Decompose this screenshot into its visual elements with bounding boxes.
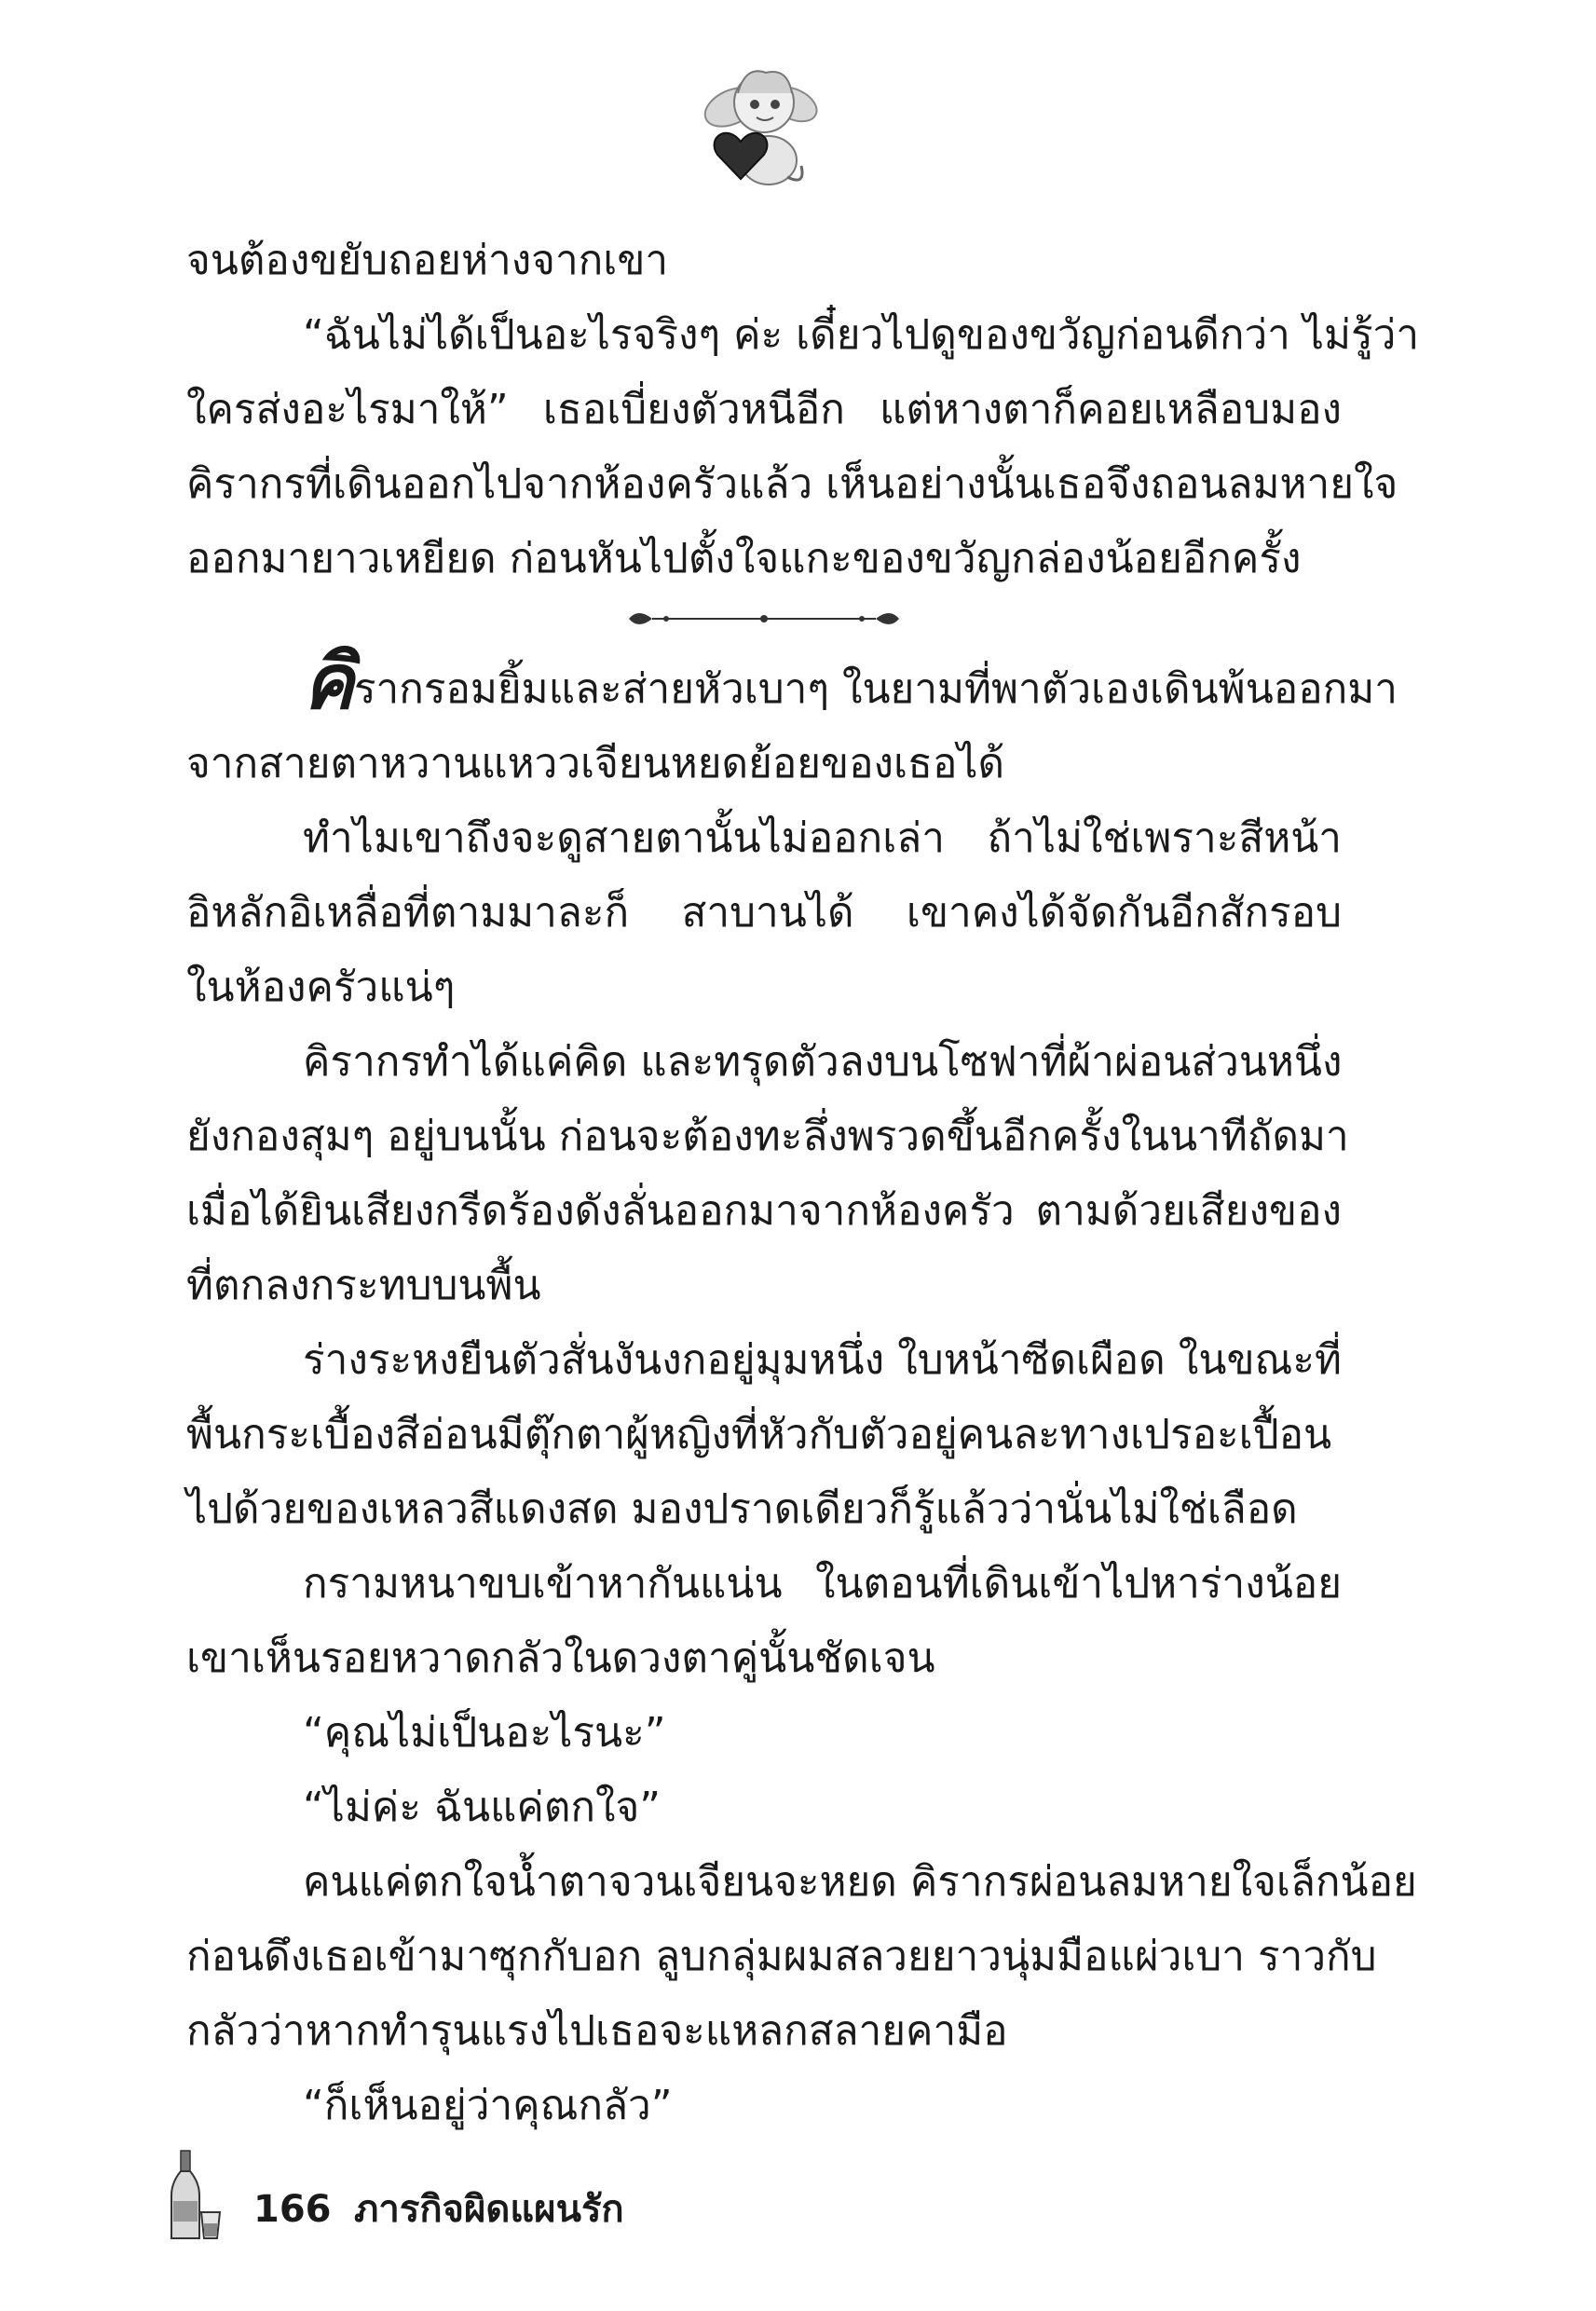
text-line: ที่ตกลงกระทบบนพื้น [186,1262,541,1309]
text-line: ออกมายาวเหยียด ก่อนหันไปตั้งใจแกะของขวัญกล่องน้อยอีกครั้ง [186,535,1302,582]
book-title: ภารกิจผิดแผนรัก [354,2188,624,2231]
page-number: 166 [253,2188,332,2231]
bottle-and-glass-icon [168,2149,224,2242]
page-footer [168,2149,727,2242]
text-line: ร่างระหงยืนตัวสั่นงันงกอยู่มุมหนึ่ง ใบหน้าซีดเผือด ในขณะที่ [303,1336,1342,1384]
cupid-holding-heart-icon [689,56,829,196]
text-line: “ก็เห็นอยู่ว่าคุณกลัว” [303,2082,673,2129]
dropcap-line [186,638,1398,727]
text-line: ก่อนดึงเธอเข้ามาซุกกับอก ลูบกลุ่มผมสลวยยาวนุ่มมือแผ่วเบา ราวกับ [186,1933,1377,1980]
text-line: จนต้องขยับถอยห่างจากเขา [186,237,669,284]
ornamental-divider-icon [615,600,913,637]
text-line: ทำไมเขาถึงจะดูสายตานั้นไม่ออกเล่า ถ้าไม่ใช่เพราะสีหน้า [303,814,1342,862]
text-line: ในห้องครัวแน่ๆ [186,964,456,1011]
text-line: เมื่อได้ยินเสียงกรีดร้องดังลั่นออกมาจากห้องครัว ตามด้วยเสียงของ [186,1187,1342,1235]
text-line: เขาเห็นรอยหวาดกลัวในดวงตาคู่นั้นชัดเจน [186,1634,935,1682]
text-line: คิรากรที่เดินออกไปจากห้องครัวแล้ว เห็นอย่างนั้นเธอจึงถอนลมหายใจ [186,460,1398,508]
text-line: พื้นกระเบื้องสีอ่อนมีตุ๊กตาผู้หญิงที่หัวกับตัวอยู่คนละทางเปรอะเปื้อน [186,1411,1332,1458]
text-line: คนแค่ตกใจน้ำตาจวนเจียนจะหยด คิรากรผ่อนลมหายใจเล็กน้อย [303,1858,1417,1906]
text-line: ใครส่งอะไรมาให้” เธอเบี่ยงตัวหนีอีก แต่หางตาก็คอยเหลือบมอง [186,386,1342,433]
text-line: กลัวว่าหากทำรุนแรงไปเธอจะแหลกสลายคามือ [186,2007,1008,2055]
text-line: “คุณไม่เป็นอะไรนะ” [303,1709,666,1757]
paragraphs-top [186,224,1420,596]
text-line: “ฉันไม่ได้เป็นอะไรจริงๆ ค่ะ เดี๋ยวไปดูของขวัญก่อนดีกว่า ไม่รู้ว่า [303,311,1420,359]
dropcap-line-text: รากรอมยิ้มและส่ายหัวเบาๆ ในยามที่พาตัวเองเดินพ้นออกมา [353,665,1398,713]
text-line: อิหลักอิเหลื่อที่ตามมาละก็ สาบานได้ เขาคงได้จัดกันอีกสักรอบ [186,889,1342,937]
text-line: จากสายตาหวานแหววเจียนหยดย้อยของเธอได้ [186,740,1005,787]
text-line: ยังกองสุมๆ อยู่บนนั้น ก่อนจะต้องทะลึ่งพรวดขึ้นอีกครั้งในนาทีถัดมา [186,1113,1349,1160]
text-line: กรามหนาขบเข้าหากันแน่น ในตอนที่เดินเข้าไปหาร่างน้อย [303,1560,1342,1607]
text-line: คิรากรทำได้แค่คิด และทรุดตัวลงบนโซฟาที่ผ้าผ่อนส่วนหนึ่ง [303,1038,1343,1086]
text-line: ไปด้วยของเหลวสีแดงสด มองปราดเดียวก็รู้แล้วว่านั่นไม่ใช่เลือด [186,1485,1298,1533]
paragraphs-main [186,638,1417,2143]
drop-cap: คิ [303,638,354,727]
text-line: “ไม่ค่ะ ฉันแค่ตกใจ” [303,1784,662,1831]
